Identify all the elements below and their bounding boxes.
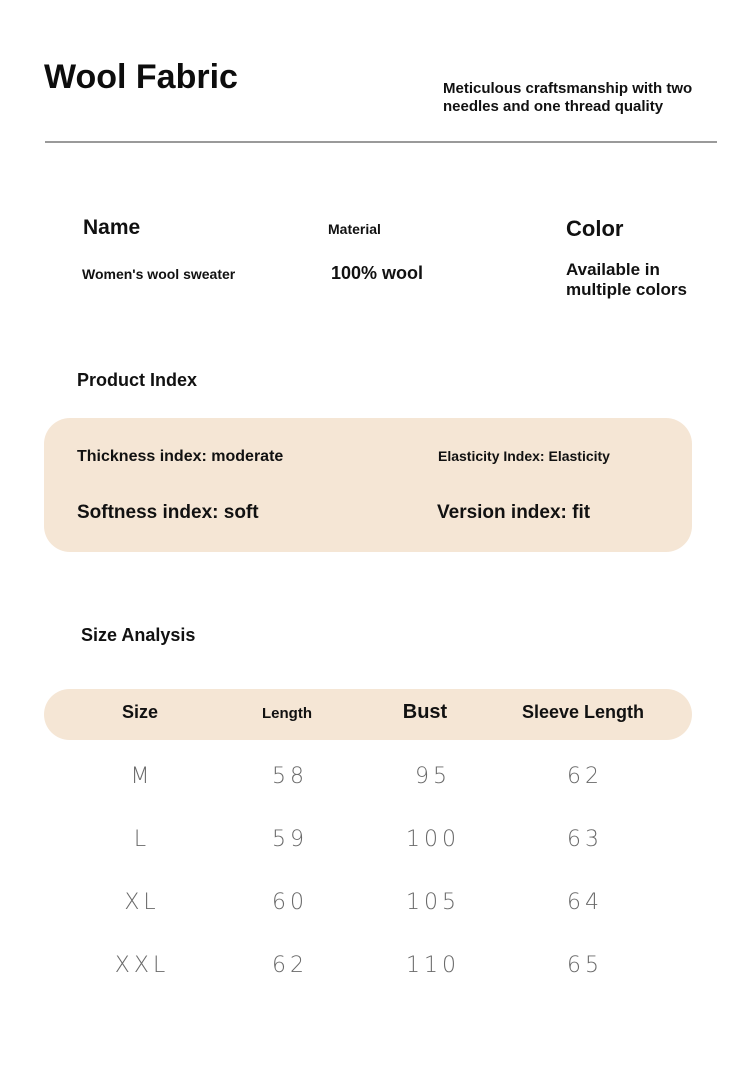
bust-cell: 95 — [415, 764, 451, 789]
product-index-title: Product Index — [77, 370, 198, 390]
table-row — [0, 874, 750, 937]
bust-cell: 100 — [406, 827, 460, 852]
name-value: Women's wool sweater — [82, 266, 236, 282]
sleeve-length-cell: 63 — [567, 827, 603, 852]
column-header-sleeve-length: Sleeve Length — [521, 702, 645, 722]
elasticity-index: Elasticity Index: Elasticity — [438, 448, 610, 464]
table-row — [0, 811, 750, 874]
version-index: Version index: fit — [437, 502, 591, 523]
bust-cell: 105 — [406, 890, 460, 915]
length-cell: 58 — [272, 764, 308, 789]
bust-cell: 110 — [406, 953, 460, 978]
color-label: Color — [566, 216, 624, 241]
softness-index: Softness index: soft — [77, 502, 259, 523]
header-divider — [45, 141, 717, 143]
size-cell: XXL — [114, 953, 170, 978]
name-label: Name — [83, 216, 141, 239]
size-cell: M — [130, 764, 154, 789]
size-cell: XL — [124, 890, 160, 915]
size-analysis-title: Size Analysis — [81, 625, 196, 645]
column-header-size: Size — [121, 702, 159, 722]
material-label: Material — [328, 221, 381, 237]
tagline: Meticulous craftsmanship with two needles and one thread quality — [443, 80, 693, 115]
size-cell: L — [133, 827, 151, 852]
page-title: Wool Fabric — [44, 58, 238, 96]
sleeve-length-cell: 62 — [567, 764, 603, 789]
column-header-length: Length — [262, 705, 312, 722]
column-header-bust: Bust — [402, 701, 448, 723]
length-cell: 62 — [272, 953, 308, 978]
size-table-header — [44, 689, 692, 740]
table-row — [0, 937, 750, 1000]
size-table-body — [0, 748, 750, 1000]
thickness-index: Thickness index: moderate — [77, 448, 284, 465]
sleeve-length-cell: 64 — [567, 890, 603, 915]
table-row — [0, 748, 750, 811]
product-index-panel — [44, 418, 692, 552]
sleeve-length-cell: 65 — [567, 953, 603, 978]
length-cell: 59 — [272, 827, 308, 852]
material-value: 100% wool — [331, 263, 424, 283]
length-cell: 60 — [272, 890, 308, 915]
color-value: Available in multiple colors — [566, 260, 687, 299]
